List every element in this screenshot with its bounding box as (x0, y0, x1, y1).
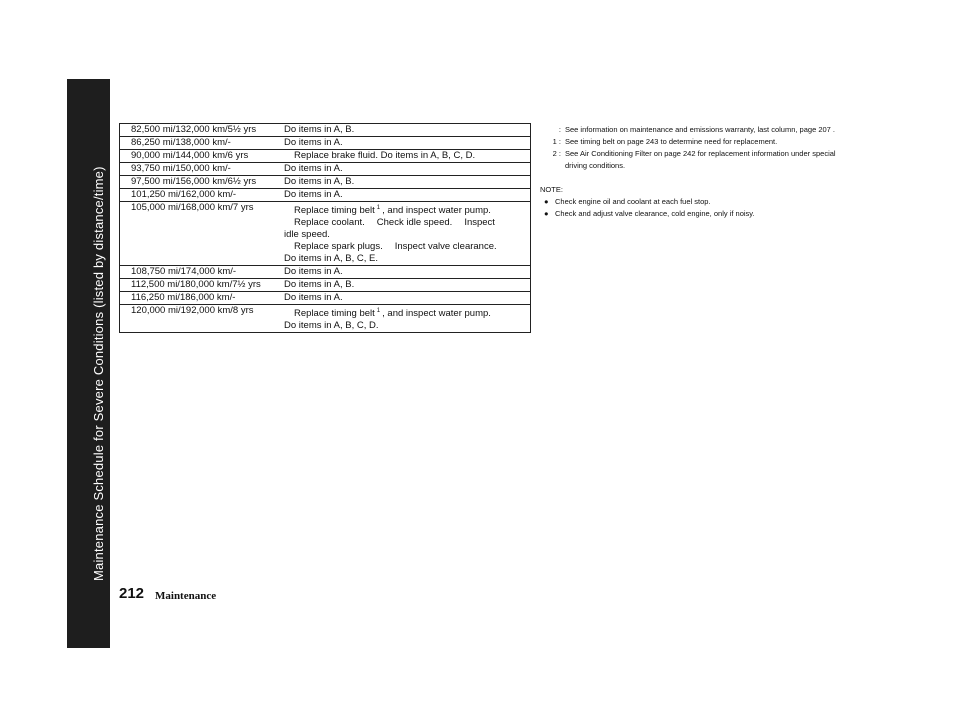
table-row (120, 305, 531, 333)
items-cell: Do items in A. (284, 137, 531, 150)
interval-cell: 116,250 mi/186,000 km/- (120, 292, 285, 305)
items-cell: Replace timing belt $^1$ , and inspect water pump. Replace coolant. Check idle speed. Inspect idle speed. Replace spark plugs. Inspect valve clearance. Do items in A, B, C, E. (284, 202, 531, 266)
items-cell: Do items in A. (284, 189, 531, 202)
table-row (120, 202, 531, 266)
table-row (120, 266, 531, 279)
interval-cell: 101,250 mi/162,000 km/- (120, 189, 285, 202)
footnote: 1 : See timing belt on page 243 to determine need for replacement. (552, 137, 778, 146)
interval-cell: 112,500 mi/180,000 km/7½ yrs (120, 279, 285, 292)
items-cell: Replace brake fluid. Do items in A, B, C, D. (284, 150, 531, 163)
bullet-icon: ● (544, 197, 549, 206)
table-row (120, 163, 531, 176)
side-tab (67, 79, 110, 648)
page-number: 212 (119, 585, 145, 602)
items-cell: Do items in A, B. (284, 279, 531, 292)
side-title: Maintenance Schedule for Severe Conditions (listed by distance/time) (91, 166, 106, 581)
interval-cell: 120,000 mi/192,000 km/8 yrs (120, 305, 285, 333)
table-row (120, 176, 531, 189)
footnote-marker: 1 (376, 205, 381, 211)
interval-cell: 90,000 mi/144,000 km/6 yrs (120, 150, 285, 163)
interval-cell: 82,500 mi/132,000 km/5½ yrs (120, 124, 285, 137)
note-heading: NOTE: (540, 185, 563, 194)
interval-cell: 93,750 mi/150,000 km/- (120, 163, 285, 176)
table-row (120, 292, 531, 305)
note-item: ● Check engine oil and coolant at each fuel stop. (540, 196, 840, 208)
interval-cell: 105,000 mi/168,000 km/7 yrs (120, 202, 285, 266)
bullet-icon: ● (544, 209, 549, 218)
footnote: 2 : See Air Conditioning Filter on page 242 for replacement information under special driving conditions. (552, 149, 836, 170)
items-cell: Do items in A. (284, 292, 531, 305)
items-cell: Replace timing belt $^1$ , and inspect water pump. Do items in A, B, C, D. (284, 305, 531, 333)
table-row (120, 150, 531, 163)
interval-cell: 108,750 mi/174,000 km/- (120, 266, 285, 279)
items-cell: Do items in A, B. (284, 176, 531, 189)
interval-cell: 86,250 mi/138,000 km/- (120, 137, 285, 150)
table-row (120, 279, 531, 292)
items-cell: Do items in A, B. (284, 124, 531, 137)
notes-column (540, 124, 840, 220)
table-row (120, 137, 531, 150)
maintenance-schedule-table (119, 123, 531, 333)
table-row (120, 189, 531, 202)
interval-cell: 97,500 mi/156,000 km/6½ yrs (120, 176, 285, 189)
section-name: Maintenance (155, 590, 217, 602)
note-item: ● Check and adjust valve clearance, cold engine, only if noisy. (540, 208, 840, 220)
items-cell: Do items in A. (284, 266, 531, 279)
table-row (120, 124, 531, 137)
footnote-marker: 1 (376, 308, 381, 315)
items-cell: Do items in A. (284, 163, 531, 176)
footnote: : See information on maintenance and emissions warranty, last column, page 207 . (558, 125, 836, 134)
